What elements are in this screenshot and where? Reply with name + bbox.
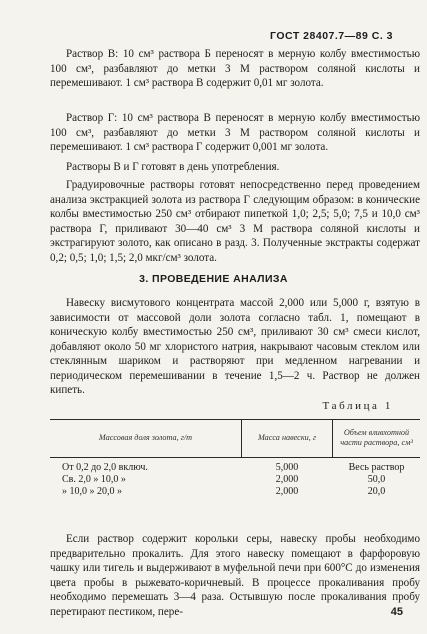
table-cell-range: » 10,0 » 20,0 » <box>62 486 122 497</box>
paragraph-preparation-day: Растворы В и Г готовят в день употребления. <box>66 161 280 173</box>
table-cell-mass: 5,000 <box>275 462 299 473</box>
page-header: ГОСТ 28407.7—89 С. 3 <box>270 30 393 42</box>
page-number: 45 <box>390 606 403 618</box>
table-cell-range: Св. 2,0 » 10,0 » <box>62 474 126 485</box>
table-cell-mass: 2,000 <box>275 486 299 497</box>
table-header-aliquot-volume-line1: Объем вливхотной <box>343 428 410 437</box>
section-title: 3. ПРОВЕДЕНИЕ АНАЛИЗА <box>139 273 288 285</box>
table-header-sample-mass: Масса навески, г <box>257 433 317 442</box>
data-table <box>50 419 420 523</box>
table-top-rule <box>50 419 420 420</box>
paragraph-solution-v: Раствор В: 10 см³ раствора Б переносят в мерную колбу вместимостью 100 см³, разбавляют до метки 3 М раствором соляной кислоты и перемешивают. 1 см³ раствора В содержит 0,01 мг золота. <box>50 48 420 89</box>
paragraph-solution-g: Раствор Г: 10 см³ раствора В переносят в мерную колбу вместимостью 100 см³, разбавляют до метки 3 М раствором соляной кислоты и перемешивают. 1 см³ раствора Г содержит 0,001 мг золота. <box>50 112 420 153</box>
table-cell-volume: Весь раствор <box>348 462 405 473</box>
table-header-aliquot-volume-line2: части раствора, см³ <box>340 438 413 447</box>
table-cell-volume: 20,0 <box>367 486 386 497</box>
table-cell-mass: 2,000 <box>275 474 299 485</box>
paragraph-analysis: Навеску висмутового концентрата массой 2,000 или 5,000 г, взятую в зависимости от массовой доли золота согласно табл. 1, помещают в коническую колбу вместимостью 250 см³, приливают 30 см³ смеси кислот, добавляют около 50 мг хлористого натрия, накрывают часовым стеклом или стеклянным шариком и растворяют при медленном нагревании и периодическом перемешивании в течение 1,5—2 ч. Раствор не должен кипеть. <box>50 297 420 396</box>
table-caption: Таблица 1 <box>322 400 393 412</box>
table-header-gold-fraction: Массовая доля золота, г/т <box>98 433 193 442</box>
paragraph-calibration: Градуировочные растворы готовят непосредственно перед проведением анализа экстракцией золота из раствора Г следующим образом: в конические колбы вместимостью 250 см³ отбирают пипеткой 1,0; 2,5; 5,0; 7,5 и 10,0 см³ раствора Г, приливают 30—40 см³ 3 М раствора соляной кислоты и экстрагируют золото, как описано в разд. 3. Полученные экстракты содержат 0,2; 0,5; 1,0; 1,5; 2,0 мкг/см³ золота. <box>50 179 420 264</box>
paragraph-calcination: Если раствор содержит корольки серы, навеску пробы необходимо предварительно прокалить. Для этого навеску помещают в фарфоровую чашку или тигель и выдерживают в муфельной печи при 600°С до изменения цвета пробы в рыжевато-коричневый. В процессе прокаливания пробу необходимо перемешать 3—4 раза. Остывшую после прокаливания пробу перетирают пестиком, пере- <box>50 533 420 618</box>
table-header-rule <box>50 457 420 458</box>
table-cell-range: От 0,2 до 2,0 включ. <box>62 462 148 473</box>
table-cell-volume: 50,0 <box>367 474 386 485</box>
